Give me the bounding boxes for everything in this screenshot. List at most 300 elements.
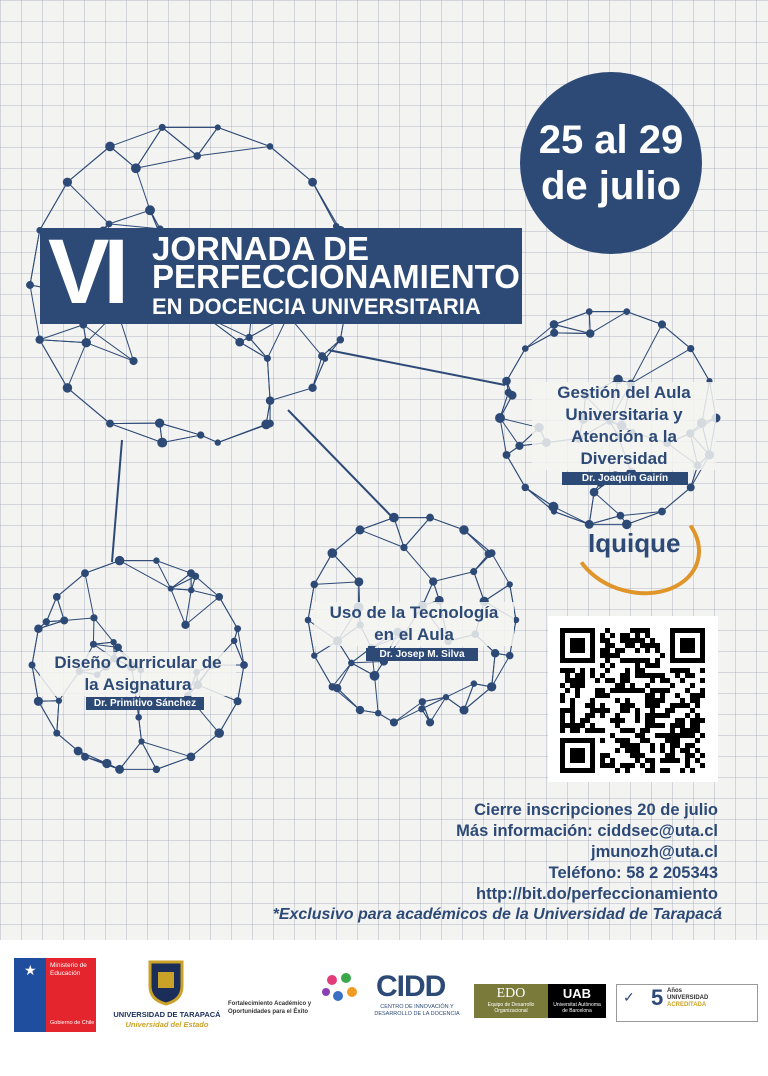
qr-module <box>560 668 565 673</box>
qr-module <box>685 763 690 768</box>
qr-module <box>690 768 695 773</box>
qr-module <box>650 743 655 748</box>
network-edge <box>38 701 56 733</box>
qr-module <box>600 638 605 643</box>
qr-module <box>570 678 575 683</box>
qr-module <box>650 758 655 763</box>
network-node <box>370 671 380 681</box>
qr-module <box>645 713 650 718</box>
qr-module <box>665 758 670 763</box>
qr-module <box>605 638 610 643</box>
network-edge <box>525 333 554 349</box>
qr-module <box>690 728 695 733</box>
network-edge <box>662 324 691 348</box>
network-node <box>311 652 317 658</box>
qr-module <box>630 658 635 663</box>
qr-module <box>600 708 605 713</box>
qr-module <box>665 768 670 773</box>
qr-module <box>645 723 650 728</box>
network-node <box>187 569 195 577</box>
qr-module <box>635 658 640 663</box>
qr-module <box>605 678 610 683</box>
qr-module <box>620 638 625 643</box>
title-line-3: EN DOCENCIA UNIVERSITARIA <box>152 294 481 319</box>
fortalecimiento-line: Oportunidades para el Éxito <box>228 1009 309 1015</box>
qr-module <box>645 643 650 648</box>
qr-module <box>650 688 655 693</box>
qr-module <box>645 703 650 708</box>
qr-module <box>695 758 700 763</box>
qr-module <box>625 698 630 703</box>
network-node <box>34 625 42 633</box>
qr-module <box>580 668 585 673</box>
qr-module <box>675 693 680 698</box>
qr-module <box>570 723 575 728</box>
qr-module <box>560 708 565 713</box>
qr-module <box>615 683 620 688</box>
uta-tagline: Universidad del Estado <box>125 1020 209 1029</box>
network-node <box>311 581 319 589</box>
network-node <box>426 514 434 522</box>
qr-module <box>660 698 665 703</box>
qr-module <box>635 733 640 738</box>
qr-module <box>635 743 640 748</box>
author-sanchez: Dr. Primitivo Sánchez <box>86 697 204 710</box>
network-node <box>551 508 557 514</box>
qr-module <box>595 688 600 693</box>
qr-module <box>600 648 605 653</box>
network-node <box>81 569 89 577</box>
network-edge <box>507 349 526 381</box>
cna-line: UNIVERSIDAD <box>667 995 709 1001</box>
qr-module <box>640 638 645 643</box>
qr-module <box>625 708 630 713</box>
date-line-1: 25 al 29 <box>538 118 684 162</box>
network-node <box>153 557 159 563</box>
network-edge <box>85 573 94 618</box>
qr-module <box>630 753 635 758</box>
qr-code[interactable] <box>548 616 718 782</box>
qr-module <box>670 738 675 743</box>
network-node <box>305 617 312 624</box>
qr-module <box>620 738 625 743</box>
qr-module <box>560 718 565 723</box>
qr-module <box>645 728 650 733</box>
qr-module <box>580 723 585 728</box>
qr-module <box>670 758 675 763</box>
network-node <box>267 143 274 150</box>
info-url: http://bit.do/perfeccionamiento <box>476 885 718 903</box>
network-edge <box>394 702 422 723</box>
qr-module <box>630 688 635 693</box>
qr-module <box>585 718 590 723</box>
topic-gestion <box>532 382 716 470</box>
qr-module <box>660 733 665 738</box>
qr-module <box>660 678 665 683</box>
network-node <box>329 683 337 691</box>
network-edge <box>57 701 59 733</box>
network-node <box>266 420 274 428</box>
network-node <box>522 484 529 491</box>
network-edge <box>136 168 150 210</box>
qr-module <box>565 668 570 673</box>
network-node <box>590 488 599 497</box>
qr-module <box>580 673 585 678</box>
qr-module <box>630 683 635 688</box>
uta-logo <box>108 958 226 1038</box>
network-node <box>322 356 328 362</box>
qr-module <box>665 753 670 758</box>
qr-module <box>690 753 695 758</box>
qr-module <box>625 688 630 693</box>
qr-module <box>625 678 630 683</box>
qr-module <box>675 733 680 738</box>
qr-module <box>620 688 625 693</box>
qr-module <box>625 638 630 643</box>
qr-module <box>565 688 570 693</box>
network-node <box>56 698 62 704</box>
qr-module <box>615 688 620 693</box>
qr-module <box>640 658 645 663</box>
cna-years: 5 <box>651 985 664 1010</box>
qr-module <box>655 733 660 738</box>
network-node <box>129 357 137 365</box>
network-node <box>53 593 61 601</box>
qr-module <box>640 673 645 678</box>
network-node <box>115 765 124 774</box>
qr-module <box>630 743 635 748</box>
network-edge <box>433 572 473 582</box>
qr-module <box>630 748 635 753</box>
network-edge <box>197 146 270 155</box>
cna-logo <box>616 984 758 1022</box>
qr-module <box>625 738 630 743</box>
date-line-2: de julio <box>541 164 681 208</box>
qr-module <box>655 648 660 653</box>
qr-module <box>660 673 665 678</box>
network-node <box>658 320 666 328</box>
network-edge <box>86 343 133 361</box>
qr-module <box>635 648 640 653</box>
qr-module <box>630 763 635 768</box>
network-edge <box>162 127 197 155</box>
qr-module <box>650 673 655 678</box>
qr-module <box>610 688 615 693</box>
qr-module <box>640 753 645 758</box>
qr-module <box>600 663 605 668</box>
mineduc-logo <box>14 958 96 1032</box>
qr-module <box>625 633 630 638</box>
network-node <box>153 766 160 773</box>
qr-module <box>695 748 700 753</box>
qr-module <box>595 708 600 713</box>
network-node <box>74 747 83 756</box>
network-edge <box>627 312 662 325</box>
qr-module <box>625 673 630 678</box>
qr-module <box>635 668 640 673</box>
network-node <box>443 694 449 700</box>
network-node <box>138 738 144 744</box>
qr-module <box>655 698 660 703</box>
qr-module <box>620 678 625 683</box>
qr-module <box>600 753 605 758</box>
qr-module <box>670 733 675 738</box>
network-edge <box>238 629 244 665</box>
network-edge <box>219 701 237 733</box>
qr-module <box>635 718 640 723</box>
qr-module <box>565 673 570 678</box>
network-node <box>491 649 499 657</box>
network-edge <box>430 518 464 530</box>
network-edge <box>67 182 109 224</box>
cna-line: ACREDITADA <box>667 1002 707 1008</box>
qr-module <box>700 678 705 683</box>
qr-module <box>655 723 660 728</box>
network-node <box>187 752 196 761</box>
qr-module <box>690 723 695 728</box>
qr-module <box>605 693 610 698</box>
qr-module <box>570 708 575 713</box>
qr-module <box>570 668 575 673</box>
qr-module <box>600 713 605 718</box>
network-node <box>426 718 434 726</box>
network-node <box>308 384 316 392</box>
network-edge <box>360 530 404 548</box>
uta-shield-icon <box>146 958 186 1006</box>
qr-module <box>575 678 580 683</box>
qr-module <box>660 768 665 773</box>
qr-module <box>560 713 565 718</box>
qr-module <box>600 653 605 658</box>
qr-module <box>600 758 605 763</box>
author-gairin: Dr. Joaquín Gairín <box>562 472 688 485</box>
qr-module <box>635 758 640 763</box>
qr-module <box>635 673 640 678</box>
qr-module <box>630 638 635 643</box>
qr-module <box>675 668 680 673</box>
network-edge <box>332 530 360 553</box>
qr-module <box>645 648 650 653</box>
qr-module <box>680 678 685 683</box>
qr-module <box>600 703 605 708</box>
qr-module <box>600 738 605 743</box>
contact-info <box>456 800 718 905</box>
qr-module <box>585 713 590 718</box>
qr-module <box>605 628 610 633</box>
qr-module <box>690 683 695 688</box>
qr-module <box>700 733 705 738</box>
network-edge <box>332 663 351 687</box>
qr-module <box>685 728 690 733</box>
edo-line: Equipo de Desarrollo <box>487 1002 535 1008</box>
network-node <box>356 706 364 714</box>
info-deadline: Cierre inscripciones 20 de julio <box>474 801 718 819</box>
qr-module <box>620 633 625 638</box>
network-node <box>266 396 275 405</box>
qr-module <box>625 768 630 773</box>
network-node <box>145 205 155 215</box>
qr-module <box>645 683 650 688</box>
qr-module <box>655 663 660 668</box>
qr-module <box>675 743 680 748</box>
cidd-text <box>372 1004 462 1018</box>
qr-module <box>610 763 615 768</box>
qr-module <box>590 668 595 673</box>
qr-module <box>575 683 580 688</box>
qr-module <box>650 713 655 718</box>
qr-module <box>680 723 685 728</box>
qr-module <box>620 708 625 713</box>
qr-module <box>625 743 630 748</box>
qr-module <box>700 693 705 698</box>
network-edge <box>110 424 162 443</box>
network-edge <box>270 388 312 401</box>
qr-module <box>670 748 675 753</box>
network-node <box>114 644 122 652</box>
qr-module <box>695 728 700 733</box>
network-node <box>354 577 363 586</box>
network-node <box>471 680 478 687</box>
network-edge <box>554 312 589 325</box>
network-edge <box>110 127 162 146</box>
network-edge <box>162 435 201 443</box>
topic-tecnologia-line: en el Aula <box>374 625 454 644</box>
qr-module <box>575 688 580 693</box>
qr-module <box>645 633 650 638</box>
qr-module <box>655 688 660 693</box>
network-edge <box>46 597 56 622</box>
qr-module <box>590 698 595 703</box>
network-edge <box>218 127 270 146</box>
network-edge <box>219 597 237 629</box>
network-node <box>586 308 593 315</box>
qr-module <box>690 708 695 713</box>
network-edge <box>139 717 142 741</box>
qr-module <box>640 738 645 743</box>
qr-module <box>665 678 670 683</box>
network-node <box>63 178 72 187</box>
qr-module <box>640 728 645 733</box>
qr-module <box>600 693 605 698</box>
qr-module <box>655 658 660 663</box>
qr-module <box>630 703 635 708</box>
qr-module <box>690 693 695 698</box>
qr-module <box>645 658 650 663</box>
qr-module <box>650 718 655 723</box>
qr-module <box>570 713 575 718</box>
network-edge <box>57 573 85 597</box>
edo-line: Organizacional <box>494 1008 528 1014</box>
network-edge <box>67 343 86 388</box>
network-node <box>687 345 694 352</box>
network-edge <box>136 156 197 168</box>
network-node <box>348 660 355 667</box>
qr-module <box>600 688 605 693</box>
qr-module <box>645 693 650 698</box>
qr-module <box>655 713 660 718</box>
network-node <box>470 568 477 575</box>
network-node <box>522 345 529 352</box>
cidd-name: CIDD <box>376 970 446 1003</box>
qr-module <box>595 693 600 698</box>
qr-module <box>610 718 615 723</box>
qr-module <box>665 713 670 718</box>
qr-module <box>640 628 645 633</box>
qr-module <box>600 633 605 638</box>
network-node <box>235 338 244 347</box>
network-edge <box>464 530 492 553</box>
qr-module <box>690 718 695 723</box>
qr-module <box>645 628 650 633</box>
mineduc-line: Educación <box>50 970 81 977</box>
network-node <box>240 661 248 669</box>
qr-module <box>640 688 645 693</box>
network-edge <box>40 325 84 340</box>
qr-module <box>610 678 615 683</box>
title-line-1: JORNADA DE <box>152 230 369 267</box>
qr-module <box>690 673 695 678</box>
network-edge <box>156 757 191 770</box>
network-node <box>234 625 241 632</box>
network-node <box>375 710 382 717</box>
qr-module <box>675 718 680 723</box>
network-edge <box>120 741 142 769</box>
qr-module <box>630 728 635 733</box>
qr-module <box>580 678 585 683</box>
network-node <box>131 163 141 173</box>
author-silva: Dr. Josep M. Silva <box>366 648 478 661</box>
network-node <box>460 706 469 715</box>
network-node <box>389 513 399 523</box>
qr-module <box>590 703 595 708</box>
qr-module <box>695 693 700 698</box>
network-node <box>308 178 317 187</box>
qr-module <box>670 753 675 758</box>
network-edge <box>474 572 484 602</box>
network-node <box>90 641 97 648</box>
qr-module <box>680 703 685 708</box>
network-edge <box>94 618 114 642</box>
qr-module <box>645 718 650 723</box>
qr-module <box>610 663 615 668</box>
qr-module <box>650 748 655 753</box>
qr-module <box>700 668 705 673</box>
qr-module <box>615 723 620 728</box>
qr-module <box>650 678 655 683</box>
info-phone: Teléfono: 58 2 205343 <box>548 864 718 882</box>
qr-module <box>615 718 620 723</box>
info-email-1: Más información: ciddsec@uta.cl <box>456 822 718 840</box>
qr-module <box>560 683 565 688</box>
network-node <box>245 334 252 341</box>
network-edge <box>313 359 326 388</box>
mineduc-line: Ministerio de <box>50 962 87 969</box>
qr-module <box>615 698 620 703</box>
network-node <box>43 618 50 625</box>
network-node <box>105 142 115 152</box>
qr-module <box>650 643 655 648</box>
qr-module <box>645 698 650 703</box>
title-line-2: PERFECCIONAMIENTO <box>152 258 520 295</box>
qr-module <box>625 703 630 708</box>
qr-module <box>680 768 685 773</box>
network-edge <box>40 340 68 388</box>
qr-module <box>670 703 675 708</box>
qr-module <box>625 763 630 768</box>
qr-module <box>680 698 685 703</box>
network-node <box>157 438 167 448</box>
topic-gestion-line: Atención a la <box>571 427 677 446</box>
